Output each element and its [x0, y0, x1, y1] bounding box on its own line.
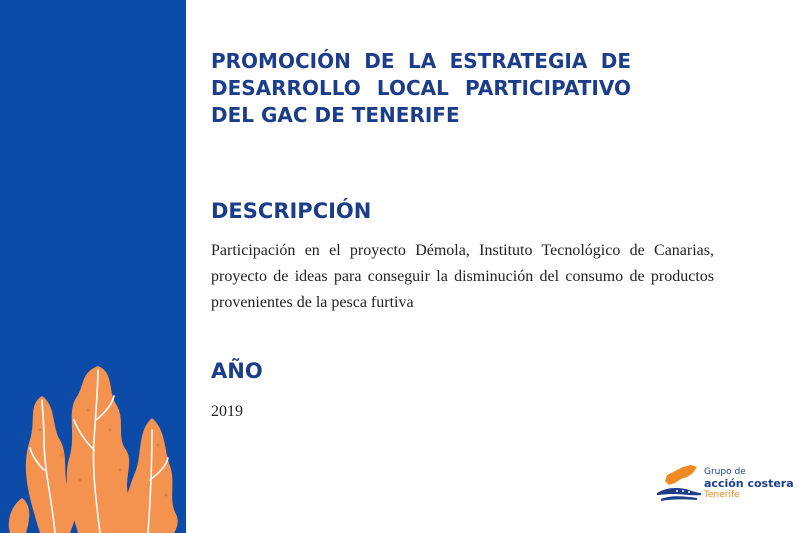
year-value: 2019 [211, 403, 243, 420]
description-heading: DESCRIPCIÓN [211, 199, 372, 223]
logo-line-1: Grupo de [704, 467, 746, 477]
sidebar-panel [0, 0, 186, 533]
gac-logo [653, 463, 794, 503]
gac-logo-icon [653, 463, 703, 503]
year-heading: AÑO [211, 359, 263, 383]
logo-line-2: acción costera [704, 477, 794, 490]
logo-line-3: Tenerife [704, 490, 740, 500]
page-title: PROMOCIÓN DE LA ESTRATEGIA DE DESARROLLO LOCAL PARTICIPATIVO DEL GAC DE TENERIFE [211, 49, 631, 127]
seaweed-illustration [0, 0, 186, 533]
description-text: Participación en el proyecto Démola, Instituto Tecnológico de Canarias, proyecto de ideas para conseguir la disminución del consumo de productos provenientes de la pesca furtiva [211, 242, 714, 311]
